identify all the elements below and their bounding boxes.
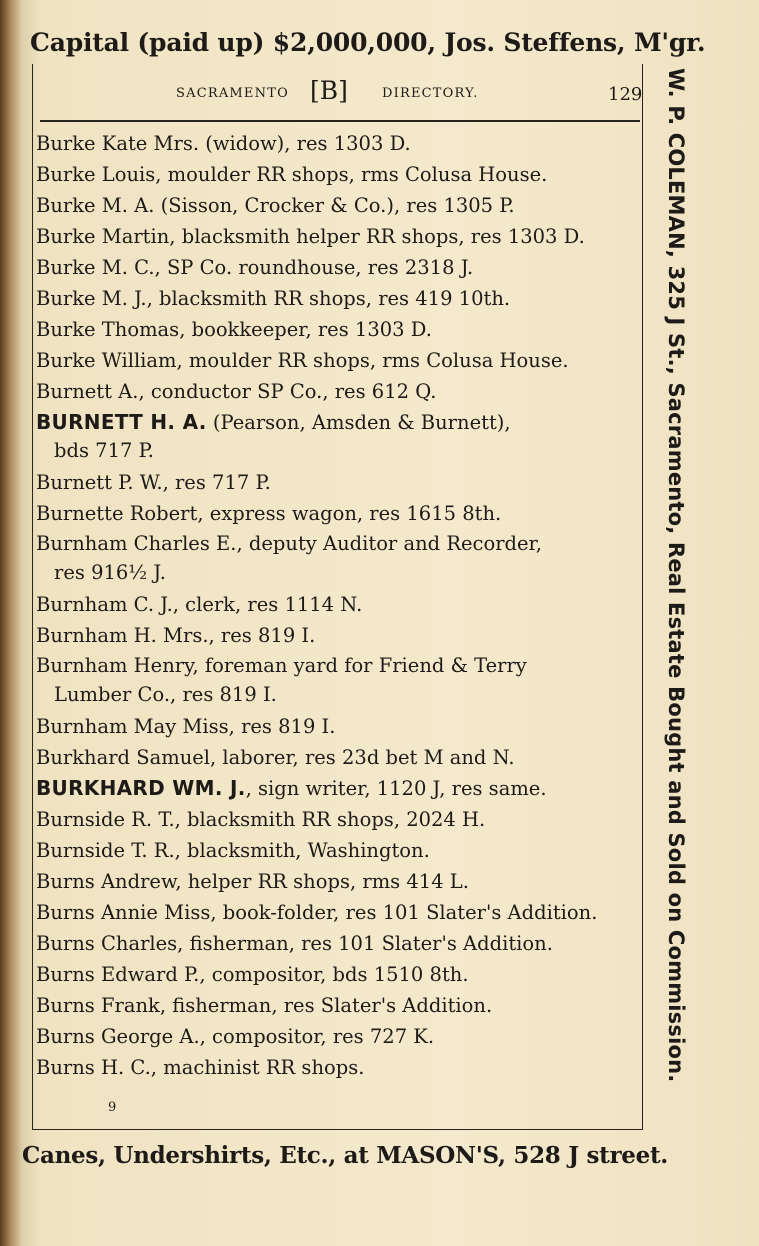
top-advertisement: Capital (paid up) $2,000,000, Jos. Steffens, M'gr.: [30, 28, 706, 57]
entry-text: Burkhard Samuel, laborer, res 23d bet M and N.: [36, 746, 515, 769]
entry-line: [36, 593, 362, 616]
directory-entry: [36, 897, 636, 928]
entry-text: Burnham Charles E., deputy Auditor and Recorder,: [36, 532, 542, 555]
directory-entry: [36, 1052, 636, 1083]
entry-line: [36, 380, 436, 403]
entry-text: Burns H. C., machinist RR shops.: [36, 1056, 365, 1079]
directory-entry: [36, 128, 636, 159]
running-header: [40, 76, 643, 112]
entry-line: [36, 407, 636, 437]
entry-line: [36, 256, 473, 279]
entry-line: [36, 624, 315, 647]
entry-line: [36, 1025, 434, 1048]
entry-line: [36, 529, 636, 559]
directory-entries: [36, 128, 636, 1083]
directory-entry: [36, 252, 636, 283]
directory-entry: [36, 651, 636, 711]
directory-entry: [36, 1021, 636, 1052]
entry-line: [36, 225, 585, 248]
directory-entry: [36, 467, 636, 498]
entry-line: [36, 932, 553, 955]
entry-line: [36, 502, 501, 525]
directory-entry: [36, 159, 636, 190]
directory-entry: [36, 773, 636, 804]
entry-line: [36, 194, 515, 217]
directory-entry: [36, 314, 636, 345]
side-advertisement: [648, 68, 688, 1138]
directory-entry: [36, 711, 636, 742]
entry-line: [36, 839, 430, 862]
entry-line: [36, 349, 569, 372]
entry-line: [36, 963, 469, 986]
entry-line: [36, 1056, 364, 1079]
entry-line: [36, 132, 411, 155]
entry-text: Burns Charles, fisherman, res 101 Slater's Addition.: [36, 932, 553, 955]
entry-text: Burnham Henry, foreman yard for Friend & Terry: [36, 654, 527, 677]
entry-line: [36, 318, 432, 341]
directory-entry: [36, 407, 636, 467]
directory-entry: [36, 928, 636, 959]
directory-entry: [36, 589, 636, 620]
entry-line: [36, 870, 469, 893]
entry-line: [36, 715, 335, 738]
header-directory: DIRECTORY.: [382, 86, 479, 101]
entry-text: Burke Martin, blacksmith helper RR shops, res 1303 D.: [36, 225, 585, 248]
header-rule: [40, 120, 640, 122]
entry-line: [36, 651, 636, 681]
entry-line: [36, 163, 547, 186]
entry-text: Burns Andrew, helper RR shops, rms 414 L.: [36, 870, 469, 893]
entry-line: [36, 471, 271, 494]
directory-entry: [36, 835, 636, 866]
directory-entry: [36, 959, 636, 990]
entry-text: Burnside T. R., blacksmith, Washington.: [36, 839, 430, 862]
entry-text: Burnette Robert, express wagon, res 1615 8th.: [36, 502, 502, 525]
directory-entry: [36, 498, 636, 529]
signature-mark: 9: [108, 1100, 117, 1115]
directory-entry: [36, 742, 636, 773]
page-number: 129: [608, 84, 643, 105]
entry-line: [36, 287, 510, 310]
directory-entry: [36, 866, 636, 897]
directory-entry: [36, 283, 636, 314]
entry-text: Burke Thomas, bookkeeper, res 1303 D.: [36, 318, 432, 341]
entry-continuation: Lumber Co., res 819 I.: [54, 683, 277, 706]
entry-line: [36, 746, 515, 769]
entry-text: (Pearson, Amsden & Burnett),: [206, 411, 511, 434]
side-advertisement-text: W. P. COLEMAN, 325 J St., Sacramento, Real Estate Bought and Sold on Commission.: [664, 68, 688, 1083]
entry-continuation: res 916½ J.: [54, 561, 166, 584]
entry-line: [36, 808, 485, 831]
entry-text: Burnham May Miss, res 819 I.: [36, 715, 336, 738]
entry-line: [36, 994, 492, 1017]
header-letter: [B]: [310, 76, 348, 105]
entry-text: Burke Kate Mrs. (widow), res 1303 D.: [36, 132, 411, 155]
entry-text: Burke M. C., SP Co. roundhouse, res 2318 J.: [36, 256, 474, 279]
entry-text: Burns George A., compositor, res 727 K.: [36, 1025, 435, 1048]
entry-text: Burns Edward P., compositor, bds 1510 8th.: [36, 963, 469, 986]
entry-text: , sign writer, 1120 J, res same.: [245, 777, 547, 800]
directory-entry: [36, 376, 636, 407]
entry-text: Burnett P. W., res 717 P.: [36, 471, 271, 494]
directory-entry: [36, 990, 636, 1021]
entry-text: Burns Annie Miss, book-folder, res 101 Slater's Addition.: [36, 901, 598, 924]
entry-text: Burnett A., conductor SP Co., res 612 Q.: [36, 380, 437, 403]
header-city: SACRAMENTO: [176, 86, 289, 101]
entry-text: Burns Frank, fisherman, res Slater's Addition.: [36, 994, 493, 1017]
entry-text: Burke William, moulder RR shops, rms Colusa House.: [36, 349, 569, 372]
entry-text: Burnside R. T., blacksmith RR shops, 2024 H.: [36, 808, 486, 831]
entry-text: Burke M. J., blacksmith RR shops, res 419 10th.: [36, 287, 511, 310]
entry-text: Burke M. A. (Sisson, Crocker & Co.), res 1305 P.: [36, 194, 515, 217]
entry-text: Burnham H. Mrs., res 819 I.: [36, 624, 316, 647]
entry-text: Burke Louis, moulder RR shops, rms Colusa House.: [36, 163, 548, 186]
entry-bold-name: BURNETT H. A.: [36, 410, 207, 434]
bottom-advertisement: Canes, Undershirts, Etc., at MASON'S, 528 J street.: [22, 1142, 668, 1169]
entry-line: [36, 777, 547, 800]
directory-entry: [36, 221, 636, 252]
directory-entry: [36, 345, 636, 376]
directory-entry: [36, 529, 636, 589]
entry-text: Burnham C. J., clerk, res 1114 N.: [36, 593, 363, 616]
entry-continuation: bds 717 P.: [54, 439, 154, 462]
entry-bold-name: BURKHARD WM. J.: [36, 776, 246, 800]
directory-entry: [36, 620, 636, 651]
directory-entry: [36, 804, 636, 835]
directory-entry: [36, 190, 636, 221]
entry-line: [36, 901, 597, 924]
